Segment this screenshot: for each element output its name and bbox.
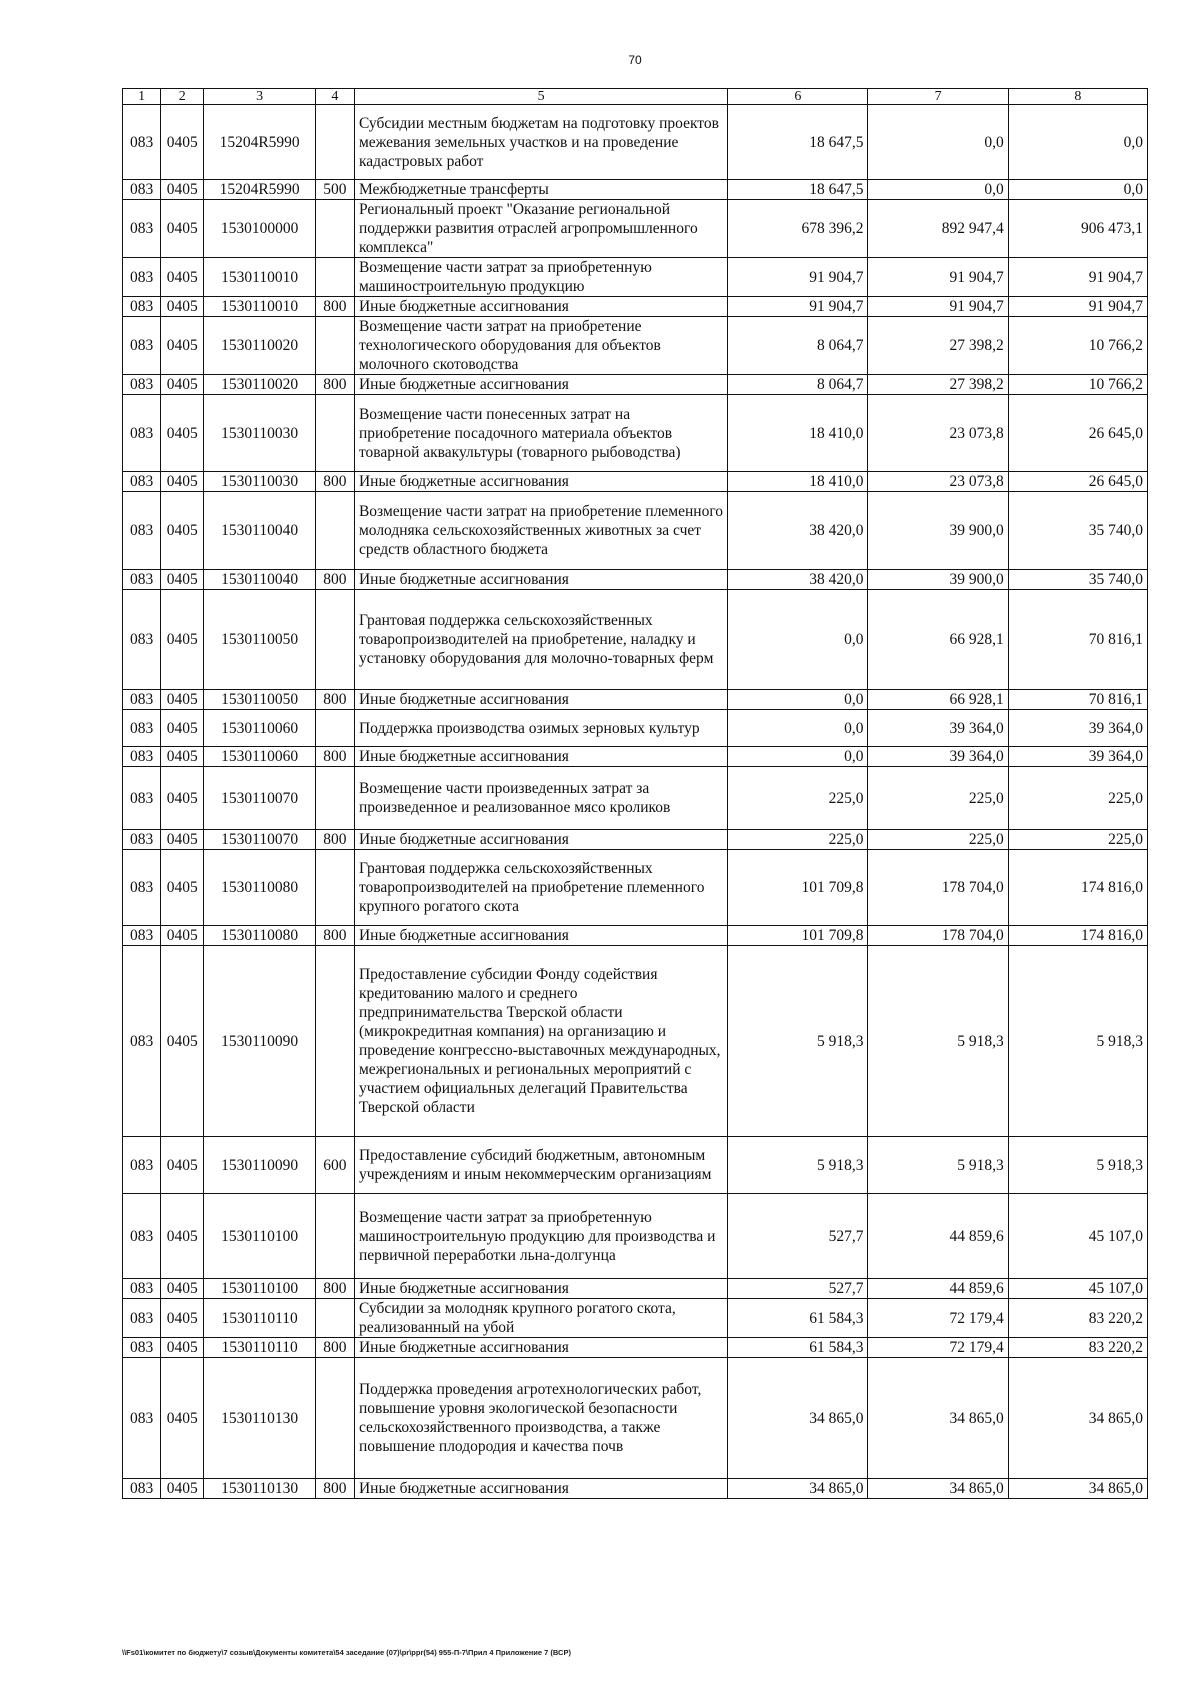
target-article-code: 1530110040 [204, 492, 315, 570]
expense-type-code: 800 [315, 1479, 354, 1499]
section-code: 0405 [161, 1194, 204, 1279]
amount-year-1: 225,0 [728, 767, 868, 830]
target-article-code: 1530110060 [204, 710, 315, 747]
item-name: Иные бюджетные ассигнования [354, 690, 727, 710]
section-code: 0405 [161, 317, 204, 375]
item-name: Межбюджетные трансферты [354, 180, 727, 200]
amount-year-3: 10 766,2 [1008, 317, 1147, 375]
section-code: 0405 [161, 710, 204, 747]
target-article-code: 1530110100 [204, 1194, 315, 1279]
agency-code: 083 [123, 767, 161, 830]
amount-year-3: 70 816,1 [1008, 690, 1147, 710]
target-article-code: 1530110050 [204, 690, 315, 710]
target-article-code: 1530110130 [204, 1479, 315, 1499]
amount-year-3: 34 865,0 [1008, 1358, 1147, 1479]
amount-year-3: 83 220,2 [1008, 1338, 1147, 1358]
agency-code: 083 [123, 1479, 161, 1499]
target-article-code: 1530110080 [204, 926, 315, 946]
section-code: 0405 [161, 1279, 204, 1299]
amount-year-2: 44 859,6 [868, 1194, 1008, 1279]
agency-code: 083 [123, 570, 161, 590]
table-row [123, 690, 1148, 710]
target-article-code: 1530110110 [204, 1338, 315, 1358]
item-name: Грантовая поддержка сельскохозяйственных товаропроизводителей на приобретение племенного крупного рогатого скота [354, 850, 727, 926]
target-article-code: 1530110060 [204, 747, 315, 767]
target-article-code: 1530110050 [204, 590, 315, 690]
amount-year-2: 5 918,3 [868, 946, 1008, 1137]
table-body [123, 105, 1148, 1499]
amount-year-3: 906 473,1 [1008, 200, 1147, 258]
amount-year-2: 39 900,0 [868, 492, 1008, 570]
section-code: 0405 [161, 105, 204, 180]
table-row [123, 297, 1148, 317]
section-code: 0405 [161, 297, 204, 317]
amount-year-1: 0,0 [728, 710, 868, 747]
expense-type-code: 800 [315, 1279, 354, 1299]
amount-year-1: 61 584,3 [728, 1299, 868, 1338]
table-row [123, 946, 1148, 1137]
amount-year-1: 527,7 [728, 1279, 868, 1299]
table-row [123, 105, 1148, 180]
amount-year-3: 34 865,0 [1008, 1479, 1147, 1499]
agency-code: 083 [123, 1338, 161, 1358]
table-row [123, 830, 1148, 850]
target-article-code: 1530110010 [204, 258, 315, 297]
item-name: Предоставление субсидии Фонду содействия кредитованию малого и среднего предпринимательства Тверской области (микрокредитная компания) на организацию и проведение конгрессно-выставочных международных, межрегиональных и региональных мероприятий с участием официальных делегаций Правительства Тверской области [354, 946, 727, 1137]
agency-code: 083 [123, 1137, 161, 1194]
amount-year-1: 225,0 [728, 830, 868, 850]
target-article-code: 1530110020 [204, 317, 315, 375]
table-row [123, 1194, 1148, 1279]
section-code: 0405 [161, 200, 204, 258]
amount-year-2: 72 179,4 [868, 1299, 1008, 1338]
column-number: 5 [354, 89, 727, 105]
agency-code: 083 [123, 1299, 161, 1338]
section-code: 0405 [161, 850, 204, 926]
table-row [123, 375, 1148, 395]
amount-year-1: 18 410,0 [728, 395, 868, 472]
target-article-code: 1530110130 [204, 1358, 315, 1479]
table-row [123, 1279, 1148, 1299]
item-name: Возмещение части затрат за приобретенную машиностроительную продукцию для производства и первичной переработки льна-долгунца [354, 1194, 727, 1279]
amount-year-2: 91 904,7 [868, 297, 1008, 317]
amount-year-1: 527,7 [728, 1194, 868, 1279]
table-row [123, 570, 1148, 590]
amount-year-1: 678 396,2 [728, 200, 868, 258]
amount-year-3: 39 364,0 [1008, 747, 1147, 767]
section-code: 0405 [161, 472, 204, 492]
item-name: Возмещение части затрат на приобретение технологического оборудования для объектов молочного скотоводства [354, 317, 727, 375]
section-code: 0405 [161, 258, 204, 297]
item-name: Поддержка производства озимых зерновых культур [354, 710, 727, 747]
target-article-code: 1530110030 [204, 472, 315, 492]
target-article-code: 1530110110 [204, 1299, 315, 1338]
amount-year-3: 225,0 [1008, 767, 1147, 830]
amount-year-3: 5 918,3 [1008, 1137, 1147, 1194]
column-number-row [123, 89, 1148, 105]
table-row [123, 180, 1148, 200]
section-code: 0405 [161, 1299, 204, 1338]
table-row [123, 1137, 1148, 1194]
section-code: 0405 [161, 946, 204, 1137]
amount-year-1: 101 709,8 [728, 850, 868, 926]
expense-type-code [315, 946, 354, 1137]
table-row [123, 1479, 1148, 1499]
section-code: 0405 [161, 830, 204, 850]
table-row [123, 258, 1148, 297]
amount-year-1: 91 904,7 [728, 258, 868, 297]
amount-year-3: 91 904,7 [1008, 297, 1147, 317]
agency-code: 083 [123, 492, 161, 570]
amount-year-3: 10 766,2 [1008, 375, 1147, 395]
amount-year-2: 72 179,4 [868, 1338, 1008, 1358]
target-article-code: 1530110040 [204, 570, 315, 590]
expense-type-code [315, 258, 354, 297]
amount-year-3: 174 816,0 [1008, 850, 1147, 926]
amount-year-2: 34 865,0 [868, 1479, 1008, 1499]
amount-year-1: 38 420,0 [728, 570, 868, 590]
target-article-code: 15204R5990 [204, 105, 315, 180]
expense-type-code [315, 850, 354, 926]
target-article-code: 1530110090 [204, 946, 315, 1137]
amount-year-1: 5 918,3 [728, 946, 868, 1137]
amount-year-3: 45 107,0 [1008, 1279, 1147, 1299]
item-name: Иные бюджетные ассигнования [354, 570, 727, 590]
item-name: Иные бюджетные ассигнования [354, 926, 727, 946]
section-code: 0405 [161, 690, 204, 710]
amount-year-2: 5 918,3 [868, 1137, 1008, 1194]
agency-code: 083 [123, 1194, 161, 1279]
table-row [123, 492, 1148, 570]
amount-year-2: 34 865,0 [868, 1358, 1008, 1479]
amount-year-3: 83 220,2 [1008, 1299, 1147, 1338]
amount-year-1: 91 904,7 [728, 297, 868, 317]
expense-type-code: 800 [315, 747, 354, 767]
agency-code: 083 [123, 200, 161, 258]
table-row [123, 1358, 1148, 1479]
target-article-code: 1530100000 [204, 200, 315, 258]
amount-year-3: 225,0 [1008, 830, 1147, 850]
table-row [123, 926, 1148, 946]
expense-type-code [315, 767, 354, 830]
column-number: 2 [161, 89, 204, 105]
page-number: 70 [628, 53, 642, 67]
expense-type-code [315, 492, 354, 570]
amount-year-2: 39 900,0 [868, 570, 1008, 590]
amount-year-3: 91 904,7 [1008, 258, 1147, 297]
section-code: 0405 [161, 926, 204, 946]
amount-year-3: 70 816,1 [1008, 590, 1147, 690]
item-name: Иные бюджетные ассигнования [354, 1279, 727, 1299]
column-number: 8 [1008, 89, 1147, 105]
amount-year-2: 23 073,8 [868, 472, 1008, 492]
expense-type-code [315, 317, 354, 375]
target-article-code: 1530110070 [204, 767, 315, 830]
agency-code: 083 [123, 850, 161, 926]
amount-year-1: 0,0 [728, 690, 868, 710]
item-name: Иные бюджетные ассигнования [354, 297, 727, 317]
amount-year-2: 0,0 [868, 180, 1008, 200]
expense-type-code [315, 200, 354, 258]
table-row [123, 1338, 1148, 1358]
item-name: Субсидии за молодняк крупного рогатого скота, реализованный на убой [354, 1299, 727, 1338]
agency-code: 083 [123, 105, 161, 180]
section-code: 0405 [161, 375, 204, 395]
section-code: 0405 [161, 767, 204, 830]
agency-code: 083 [123, 590, 161, 690]
item-name: Иные бюджетные ассигнования [354, 375, 727, 395]
table-row [123, 200, 1148, 258]
target-article-code: 1530110020 [204, 375, 315, 395]
agency-code: 083 [123, 395, 161, 472]
section-code: 0405 [161, 180, 204, 200]
target-article-code: 1530110100 [204, 1279, 315, 1299]
amount-year-2: 44 859,6 [868, 1279, 1008, 1299]
amount-year-2: 225,0 [868, 767, 1008, 830]
column-number: 1 [123, 89, 161, 105]
amount-year-1: 8 064,7 [728, 317, 868, 375]
expense-type-code: 800 [315, 375, 354, 395]
expense-type-code [315, 710, 354, 747]
expense-type-code [315, 1299, 354, 1338]
amount-year-3: 174 816,0 [1008, 926, 1147, 946]
expense-type-code: 800 [315, 830, 354, 850]
item-name: Региональный проект "Оказание региональной поддержки развития отраслей агропромышленного комплекса" [354, 200, 727, 258]
amount-year-3: 39 364,0 [1008, 710, 1147, 747]
item-name: Возмещение части затрат на приобретение племенного молодняка сельскохозяйственных животных за счет средств областного бюджета [354, 492, 727, 570]
section-code: 0405 [161, 1338, 204, 1358]
table-row [123, 1299, 1148, 1338]
agency-code: 083 [123, 317, 161, 375]
amount-year-3: 0,0 [1008, 180, 1147, 200]
expense-type-code: 800 [315, 570, 354, 590]
amount-year-3: 35 740,0 [1008, 570, 1147, 590]
amount-year-2: 178 704,0 [868, 850, 1008, 926]
column-number: 6 [728, 89, 868, 105]
expense-type-code: 600 [315, 1137, 354, 1194]
agency-code: 083 [123, 946, 161, 1137]
item-name: Возмещение части понесенных затрат на приобретение посадочного материала объектов товарной аквакультуры (товарного рыбоводства) [354, 395, 727, 472]
expense-type-code [315, 395, 354, 472]
amount-year-1: 61 584,3 [728, 1338, 868, 1358]
table-row [123, 850, 1148, 926]
amount-year-1: 18 410,0 [728, 472, 868, 492]
amount-year-3: 5 918,3 [1008, 946, 1147, 1137]
agency-code: 083 [123, 258, 161, 297]
agency-code: 083 [123, 710, 161, 747]
target-article-code: 15204R5990 [204, 180, 315, 200]
section-code: 0405 [161, 395, 204, 472]
item-name: Иные бюджетные ассигнования [354, 830, 727, 850]
amount-year-3: 45 107,0 [1008, 1194, 1147, 1279]
agency-code: 083 [123, 926, 161, 946]
expense-type-code [315, 590, 354, 690]
amount-year-1: 18 647,5 [728, 180, 868, 200]
amount-year-2: 27 398,2 [868, 317, 1008, 375]
footer-file-path: \\Fs01\комитет по бюджету\7 созыв\Документы комитета\54 заседание (07)\pr\ppr(54) 955-П-7\Прил 4 Приложение 7 (ВСР) [122, 1648, 571, 1657]
expense-type-code [315, 1358, 354, 1479]
expense-type-code [315, 105, 354, 180]
amount-year-2: 66 928,1 [868, 690, 1008, 710]
table-row [123, 747, 1148, 767]
table-row [123, 472, 1148, 492]
amount-year-1: 18 647,5 [728, 105, 868, 180]
section-code: 0405 [161, 747, 204, 767]
table-row [123, 767, 1148, 830]
amount-year-1: 34 865,0 [728, 1358, 868, 1479]
item-name: Иные бюджетные ассигнования [354, 472, 727, 492]
section-code: 0405 [161, 1479, 204, 1499]
expense-type-code: 800 [315, 1338, 354, 1358]
amount-year-1: 5 918,3 [728, 1137, 868, 1194]
amount-year-3: 35 740,0 [1008, 492, 1147, 570]
item-name: Поддержка проведения агротехнологических работ, повышение уровня экологической безопасности сельскохозяйственного производства, а также повышение плодородия и качества почв [354, 1358, 727, 1479]
amount-year-3: 26 645,0 [1008, 472, 1147, 492]
amount-year-1: 34 865,0 [728, 1479, 868, 1499]
expense-type-code: 800 [315, 926, 354, 946]
item-name: Иные бюджетные ассигнования [354, 1479, 727, 1499]
item-name: Иные бюджетные ассигнования [354, 747, 727, 767]
item-name: Субсидии местным бюджетам на подготовку проектов межевания земельных участков и на проведение кадастровых работ [354, 105, 727, 180]
expense-type-code: 500 [315, 180, 354, 200]
amount-year-1: 0,0 [728, 747, 868, 767]
table-row [123, 317, 1148, 375]
amount-year-2: 39 364,0 [868, 747, 1008, 767]
expense-type-code: 800 [315, 297, 354, 317]
section-code: 0405 [161, 590, 204, 690]
item-name: Возмещение части затрат за приобретенную машиностроительную продукцию [354, 258, 727, 297]
agency-code: 083 [123, 180, 161, 200]
item-name: Предоставление субсидий бюджетным, автономным учреждениям и иным некоммерческим организациям [354, 1137, 727, 1194]
agency-code: 083 [123, 690, 161, 710]
amount-year-2: 892 947,4 [868, 200, 1008, 258]
expense-type-code: 800 [315, 472, 354, 492]
amount-year-2: 91 904,7 [868, 258, 1008, 297]
column-number: 4 [315, 89, 354, 105]
amount-year-1: 0,0 [728, 590, 868, 690]
target-article-code: 1530110080 [204, 850, 315, 926]
agency-code: 083 [123, 1279, 161, 1299]
expense-type-code: 800 [315, 690, 354, 710]
amount-year-3: 0,0 [1008, 105, 1147, 180]
table-row [123, 710, 1148, 747]
target-article-code: 1530110090 [204, 1137, 315, 1194]
target-article-code: 1530110070 [204, 830, 315, 850]
amount-year-1: 38 420,0 [728, 492, 868, 570]
amount-year-2: 66 928,1 [868, 590, 1008, 690]
agency-code: 083 [123, 375, 161, 395]
agency-code: 083 [123, 297, 161, 317]
section-code: 0405 [161, 492, 204, 570]
amount-year-2: 39 364,0 [868, 710, 1008, 747]
section-code: 0405 [161, 1358, 204, 1479]
agency-code: 083 [123, 1358, 161, 1479]
item-name: Грантовая поддержка сельскохозяйственных товаропроизводителей на приобретение, наладку и установку оборудования для молочно-товарных ферм [354, 590, 727, 690]
section-code: 0405 [161, 1137, 204, 1194]
amount-year-2: 0,0 [868, 105, 1008, 180]
budget-table [122, 88, 1148, 1499]
item-name: Иные бюджетные ассигнования [354, 1338, 727, 1358]
agency-code: 083 [123, 472, 161, 492]
column-number: 7 [868, 89, 1008, 105]
target-article-code: 1530110030 [204, 395, 315, 472]
amount-year-2: 178 704,0 [868, 926, 1008, 946]
agency-code: 083 [123, 830, 161, 850]
expense-type-code [315, 1194, 354, 1279]
table-row [123, 590, 1148, 690]
target-article-code: 1530110010 [204, 297, 315, 317]
amount-year-1: 8 064,7 [728, 375, 868, 395]
amount-year-2: 27 398,2 [868, 375, 1008, 395]
amount-year-1: 101 709,8 [728, 926, 868, 946]
agency-code: 083 [123, 747, 161, 767]
section-code: 0405 [161, 570, 204, 590]
table-row [123, 395, 1148, 472]
amount-year-2: 225,0 [868, 830, 1008, 850]
amount-year-3: 26 645,0 [1008, 395, 1147, 472]
item-name: Возмещение части произведенных затрат за произведенное и реализованное мясо кроликов [354, 767, 727, 830]
column-number: 3 [204, 89, 315, 105]
amount-year-2: 23 073,8 [868, 395, 1008, 472]
